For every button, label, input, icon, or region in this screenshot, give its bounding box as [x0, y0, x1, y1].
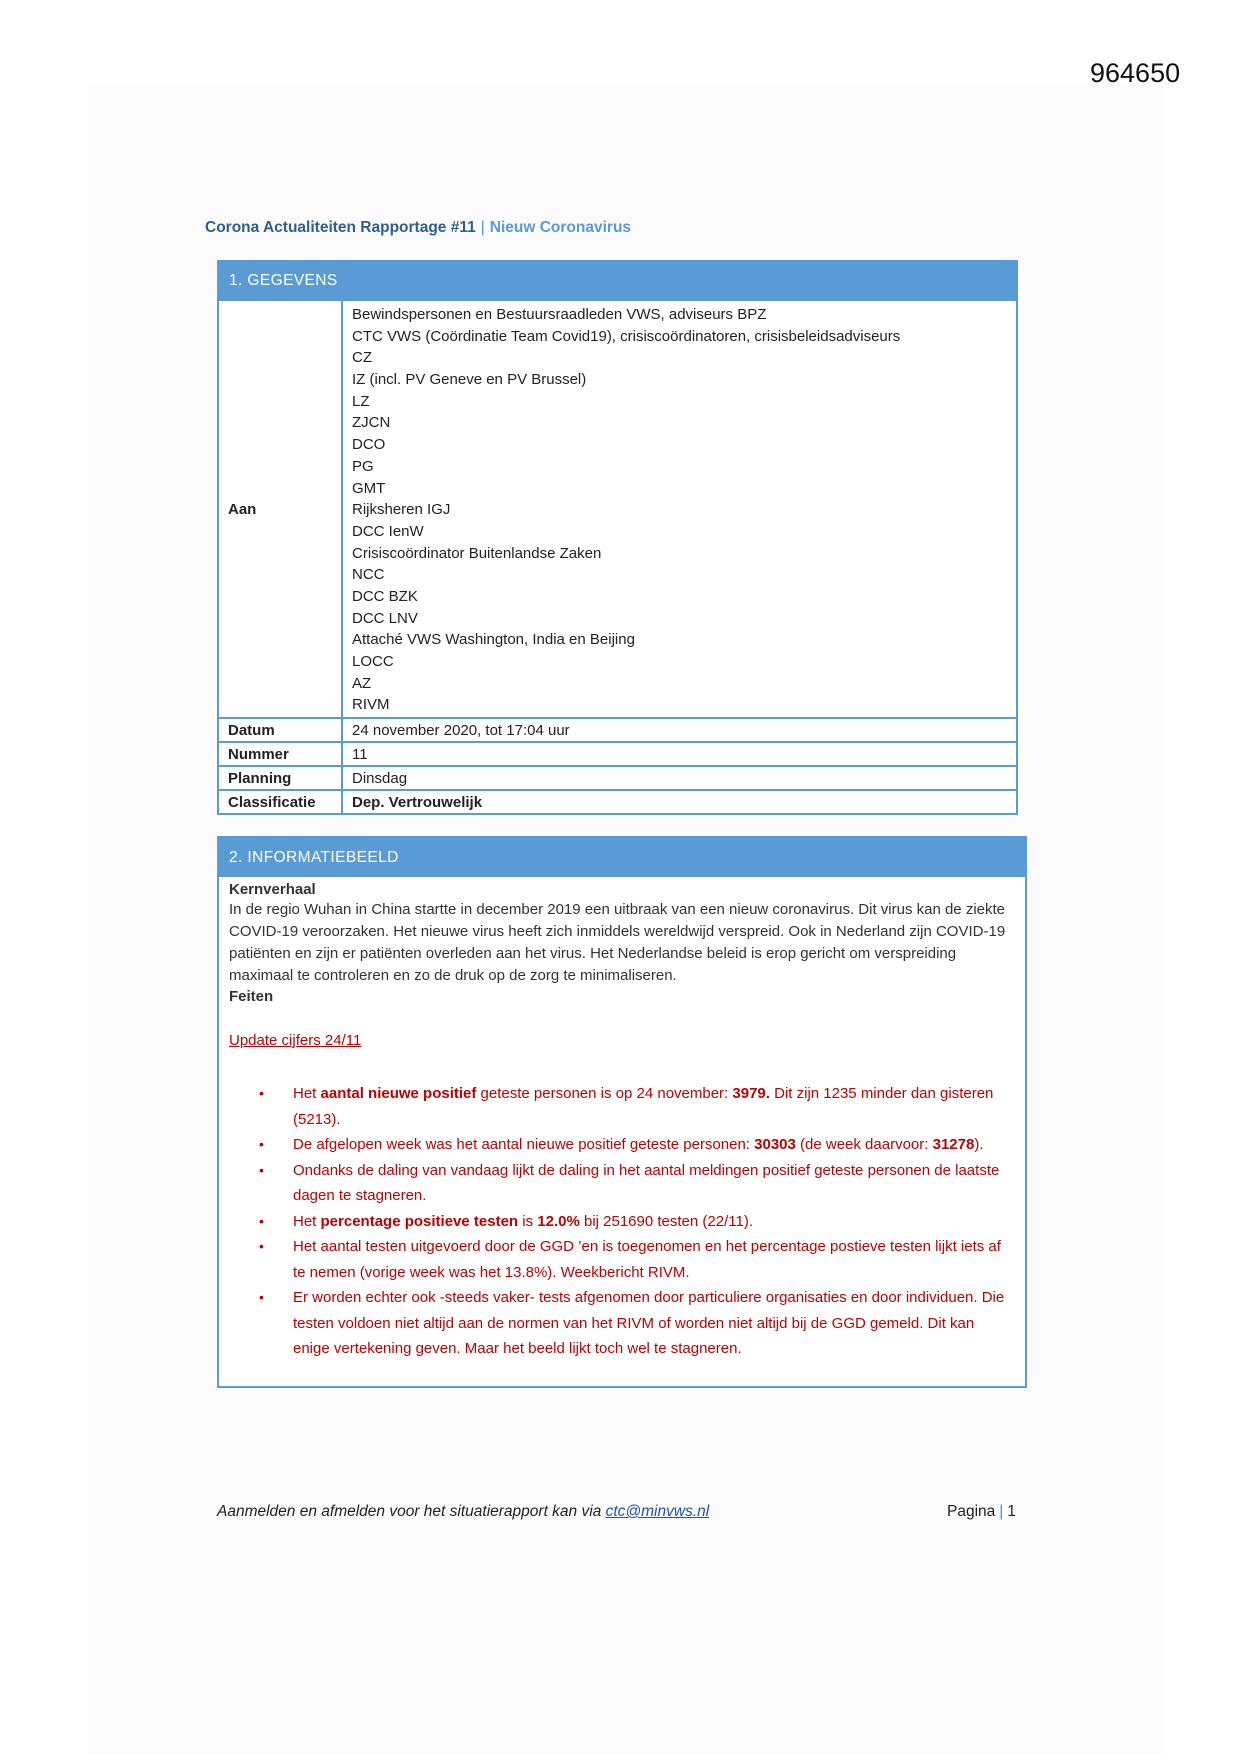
report-title: Corona Actualiteiten Rapportage #11 [205, 219, 476, 236]
page-indicator [947, 1503, 1016, 1521]
table-row-datum [219, 718, 1016, 742]
list-item: DCC IenW [352, 522, 424, 540]
list-item: • Er worden echter ook -steeds vaker- tests afgenomen door particuliere organisaties en door individuen. Die testen voldoen niet altijd aan de normen van het RIVM of worden niet altijd bij de GGD gemeld. Dit kan enige vertekening geven. Maar het beeld lijkt toch wel te stagneren. [229, 1285, 1013, 1362]
list-item: GMT [352, 479, 386, 497]
table-row-planning [219, 766, 1016, 790]
section-gegevens [217, 260, 1018, 815]
list-item: Rijksheren IGJ [352, 501, 451, 519]
list-item: NCC [352, 566, 385, 584]
list-item: AZ [352, 674, 372, 692]
section-gegevens-title: 1. GEGEVENS [219, 262, 1016, 299]
list-item: • Het aantal nieuwe positief geteste personen is op 24 november: 3979. Dit zijn 1235 minder dan gisteren (5213). [229, 1081, 1013, 1132]
bullet-icon: • [259, 1085, 264, 1101]
list-item: DCC BZK [352, 587, 418, 605]
nummer-value: 11 [342, 742, 1016, 766]
list-item: IZ (incl. PV Geneve en PV Brussel) [352, 371, 587, 389]
classificatie-value: Dep. Vertrouwelijk [342, 790, 1016, 813]
list-item: DCC LNV [352, 609, 418, 627]
list-item: Bewindspersonen en Bestuursraadleden VWS, adviseurs BPZ [352, 306, 767, 323]
update-cijfers-heading: Update cijfers 24/11 [229, 1032, 362, 1049]
bullet-icon: • [259, 1161, 264, 1178]
list-item: • Het percentage positieve testen is 12.0% bij 251690 testen (22/11). [229, 1209, 1013, 1235]
nummer-label: Nummer [219, 742, 342, 766]
email-link[interactable]: ctc@minvws.nl [605, 1503, 710, 1520]
report-subtitle: Nieuw Coronavirus [489, 219, 632, 236]
bullet-icon: • [259, 1289, 264, 1305]
table-row-nummer [219, 742, 1016, 766]
list-item: Crisiscoördinator Buitenlandse Zaken [352, 544, 602, 562]
list-item: LZ [352, 392, 370, 410]
footer-subscribe-text [217, 1503, 709, 1521]
planning-label: Planning [219, 766, 342, 790]
list-item: DCO [352, 436, 386, 454]
section-informatiebeeld [217, 836, 1027, 1388]
report-header [205, 219, 631, 237]
document-id: 964650 [1090, 58, 1181, 88]
page-separator: | [999, 1503, 1004, 1520]
classificatie-label: Classificatie [219, 790, 342, 813]
update-bullet-list [229, 1081, 1013, 1362]
feiten-heading: Feiten [229, 988, 274, 1005]
list-item: • Het aantal testen uitgevoerd door de GGD ’en is toegenomen en het percentage postieve testen lijkt iets af te nemen (vorige week was het 13.8%). Weekbericht RIVM. [229, 1234, 1013, 1285]
bullet-icon: • [259, 1212, 264, 1229]
list-item: LOCC [352, 653, 394, 670]
aan-list-cell [342, 300, 1016, 718]
kernverhaal-heading: Kernverhaal [229, 881, 316, 898]
list-item: RIVM [352, 696, 390, 714]
gegevens-table [219, 299, 1016, 813]
list-item: • De afgelopen week was het aantal nieuwe positief geteste personen: 30303 (de week daarvoor: 31278). [229, 1132, 1013, 1158]
planning-value: Dinsdag [342, 766, 1016, 790]
list-item: ZJCN [352, 414, 391, 432]
datum-value: 24 november 2020, tot 17:04 uur [342, 718, 1016, 742]
datum-label: Datum [219, 718, 342, 742]
informatiebeeld-body [219, 877, 1025, 1362]
header-separator: | [480, 219, 485, 236]
bullet-icon: • [259, 1136, 264, 1152]
page-label: Pagina [947, 1503, 996, 1520]
table-row-classificatie [219, 790, 1016, 813]
aan-recipient-list [352, 301, 1016, 717]
page-number: 1 [1007, 1503, 1016, 1520]
kernverhaal-text: In de regio Wuhan in China startte in december 2019 een uitbraak van een nieuw coronavirus. Dit virus kan de ziekte COVID-19 veroorzaken. Het nieuwe virus heeft zich inmiddels wereldwijd verspreid. Ook in Nederland zijn COVID-19 patiënten en zijn er patiënten overleden aan het virus. Het Nederlandse beleid is erop gericht om verspreiding maximaal te controleren en zo de druk op de zorg te minimaliseren. [229, 901, 1006, 984]
bullet-icon: • [259, 1238, 264, 1254]
list-item: CTC VWS (Coördinatie Team Covid19), crisiscoördinatoren, crisisbeleidsadviseurs [352, 327, 901, 345]
list-item: PG [352, 457, 374, 475]
list-item: • Ondanks de daling van vandaag lijkt de daling in het aantal meldingen positief geteste personen de laatste dagen te stagneren. [229, 1158, 1013, 1209]
footer-text: Aanmelden en afmelden voor het situatierapport kan via [217, 1503, 606, 1520]
section-informatiebeeld-title: 2. INFORMATIEBEELD [219, 838, 1025, 877]
list-item: CZ [352, 349, 372, 367]
table-row-aan [219, 300, 1016, 718]
list-item: Attaché VWS Washington, India en Beijing [352, 631, 635, 649]
aan-label: Aan [219, 300, 342, 718]
